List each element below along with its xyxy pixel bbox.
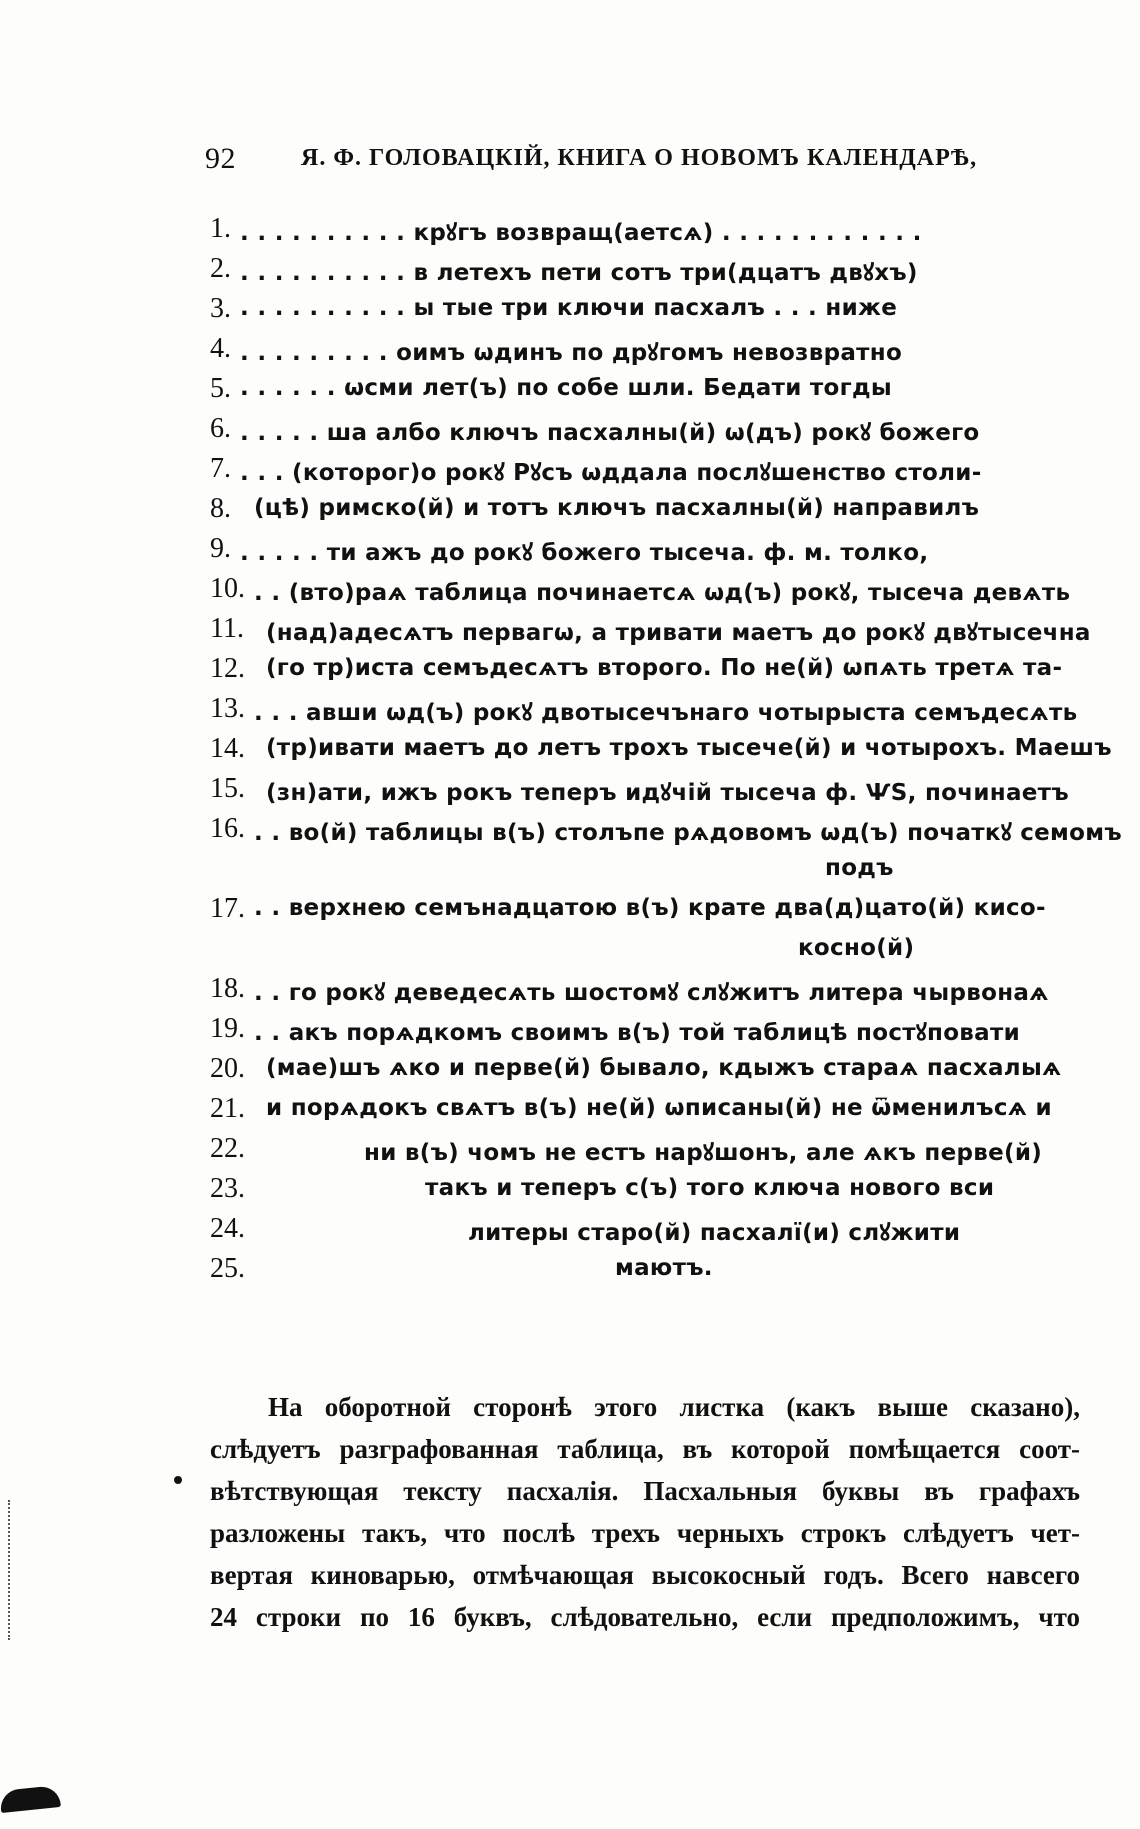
line-number: 24. (210, 1213, 245, 1244)
line-text: (над)адесѧтъ первагѡ, а тривати маетъ до рокꙋ двꙋтысечна (266, 620, 1091, 646)
line-number: 6. (210, 413, 231, 444)
page-header (205, 142, 985, 182)
line-text: . . . (которог)о рокꙋ Рꙋсъ ѡддала послꙋшенство столи- (240, 460, 982, 486)
text-line-16-continuation (210, 853, 1070, 893)
line-text: . . го рокꙋ деведесѧть шостомꙋ слꙋжитъ литера чырвонаѧ (254, 980, 1049, 1006)
text-line-4 (210, 333, 1070, 373)
line-number: 8. (210, 493, 231, 524)
line-number: 20. (210, 1053, 245, 1084)
line-number: 18. (210, 973, 245, 1004)
line-text: маютъ. (615, 1255, 713, 1281)
line-number: 10. (210, 573, 245, 604)
line-number: 5. (210, 373, 231, 404)
line-number: 16. (210, 813, 245, 844)
line-text: . . . . . ти ажъ до рокꙋ божего тысеча. ф. м. толко, (240, 540, 929, 566)
line-text: . . . . . . ѡсми лет(ъ) по собе шли. Бедати тогды (240, 375, 892, 401)
page-number: 92 (205, 142, 236, 175)
text-line-17-continuation (210, 933, 1070, 973)
running-title: Я. Ф. ГОЛОВАЦКІЙ, КНИГА О НОВОМЪ КАЛЕНДАРѢ, (301, 145, 978, 171)
text-line-11 (210, 613, 1091, 653)
line-text: (го тр)иста семъдесѧтъ второго. По не(й) ѡпѧть третѧ та- (266, 655, 1063, 681)
paragraph-line: вертая киноварью, отмѣчающая высокосный годъ. Всего навсего (210, 1560, 1080, 1590)
paragraph-line: 24 строки по 16 буквъ, слѣдовательно, если предположимъ, что (210, 1602, 1080, 1632)
line-number: 2. (210, 253, 231, 284)
text-line-22 (210, 1133, 1070, 1173)
line-text: . . . авши ѡд(ъ) рокꙋ двотысечънаго чотырыста семъдесѧть (254, 700, 1078, 726)
line-text: . . верхнею семънадцатою в(ъ) крате два(д)цато(й) кисо- (254, 895, 1046, 921)
line-number: 15. (210, 773, 245, 804)
line-number: 4. (210, 333, 231, 364)
body-paragraph (210, 1386, 1080, 1638)
text-line-1 (210, 213, 1070, 253)
text-line-24 (210, 1213, 1070, 1253)
line-number: 21. (210, 1093, 245, 1124)
line-text: (тр)ивати маетъ до летъ трохъ тысече(й) и чотырохъ. Маешъ (266, 735, 1112, 761)
line-number: 17. (210, 893, 245, 924)
text-line-18 (210, 973, 1070, 1013)
line-text: косно(й) (798, 935, 915, 961)
line-text: подъ (825, 855, 894, 881)
text-line-2 (210, 253, 1070, 293)
line-number: 25. (210, 1253, 245, 1284)
text-line-12 (210, 653, 1070, 693)
paragraph-line: разложены такъ, что послѣ трехъ черныхъ строкъ слѣдуетъ чет- (210, 1518, 1080, 1548)
paragraph-line: вѣтствующая тексту пасхалія. Пасхальныя буквы въ графахъ (210, 1476, 1080, 1506)
line-text: литеры старо(й) пасхалї(и) слꙋжити (468, 1220, 961, 1246)
line-number: 9. (210, 533, 231, 564)
line-text: . . . . . . . . . . ы тые три ключи пасхалъ . . . ниже (240, 295, 898, 321)
text-line-6 (210, 413, 1070, 453)
line-number: 22. (210, 1133, 245, 1164)
text-line-10 (210, 573, 1070, 613)
text-line-8 (210, 493, 1070, 533)
line-text: . . . . . . . . . оимъ ѡдинъ по дрꙋгомъ невозвратно (240, 340, 903, 366)
line-number: 1. (210, 213, 231, 244)
scan-edge-marks (8, 1500, 12, 1640)
text-line-19 (210, 1013, 1070, 1053)
paragraph-line: На оборотной сторонѣ этого листка (какъ выше сказано), (268, 1392, 1080, 1422)
line-number: 12. (210, 653, 245, 684)
line-text: . . (вто)раѧ таблица починаетсѧ ѡд(ъ) рокꙋ, тысеча девѧть (254, 580, 1071, 606)
line-text: . . . . . . . . . . в летехъ пети сотъ три(дцатъ двꙋхъ) (240, 260, 918, 286)
line-text: (цѣ) римско(й) и тотъ ключъ пасхалны(й) направилъ (254, 495, 980, 521)
line-text: ни в(ъ) чомъ не естъ нарꙋшонъ, але ѧкъ перве(й) (364, 1140, 1043, 1166)
line-number: 23. (210, 1173, 245, 1204)
line-text: . . во(й) таблицы в(ъ) столъпе рѧдовомъ ѡд(ъ) початкꙋ семомъ (254, 820, 1122, 846)
line-text: (мае)шъ ѧко и перве(й) бывало, кдыжъ стараѧ пасхалыѧ (266, 1055, 1062, 1081)
text-line-21 (210, 1093, 1070, 1133)
margin-dot-icon (174, 1476, 182, 1484)
line-text: . . акъ порѧдкомъ своимъ в(ъ) той таблицѣ постꙋповати (254, 1020, 1021, 1046)
line-text: такъ и теперъ с(ъ) того ключа нового вси (425, 1175, 995, 1201)
line-text: (зн)ати, ижъ рокъ теперъ идꙋчій тысеча ф. ѰS, починаетъ (266, 780, 1069, 806)
text-line-3 (210, 293, 1070, 333)
line-number: 13. (210, 693, 245, 724)
text-line-5 (210, 373, 1070, 413)
text-line-7 (210, 453, 1070, 493)
text-line-20 (210, 1053, 1070, 1093)
line-text: и порѧдокъ свѧтъ в(ъ) не(й) ѡписаны(й) не ѿменилъсѧ и (266, 1095, 1052, 1121)
paragraph-line: слѣдуетъ разграфованная таблица, въ которой помѣщается соот- (210, 1434, 1080, 1464)
text-line-25 (210, 1253, 1070, 1293)
line-number: 7. (210, 453, 231, 484)
text-line-9 (210, 533, 1070, 573)
text-line-13 (210, 693, 1078, 733)
text-line-15 (210, 773, 1070, 813)
text-line-16 (210, 813, 1122, 853)
text-line-17 (210, 893, 1070, 933)
line-number: 11. (210, 613, 244, 644)
text-line-23 (210, 1173, 1070, 1213)
line-number: 3. (210, 293, 231, 324)
text-line-14 (210, 733, 1112, 773)
line-number: 19. (210, 1013, 245, 1044)
line-text: . . . . . . . . . . крꙋгъ возвращ(аетсѧ) . . . . . . . . . . . . (240, 220, 922, 246)
scan-corner-artifact (0, 1785, 61, 1813)
line-number: 14. (210, 733, 245, 764)
line-text: . . . . . ша албо ключъ пасхалны(й) ѡ(дъ) рокꙋ божего (240, 420, 980, 446)
